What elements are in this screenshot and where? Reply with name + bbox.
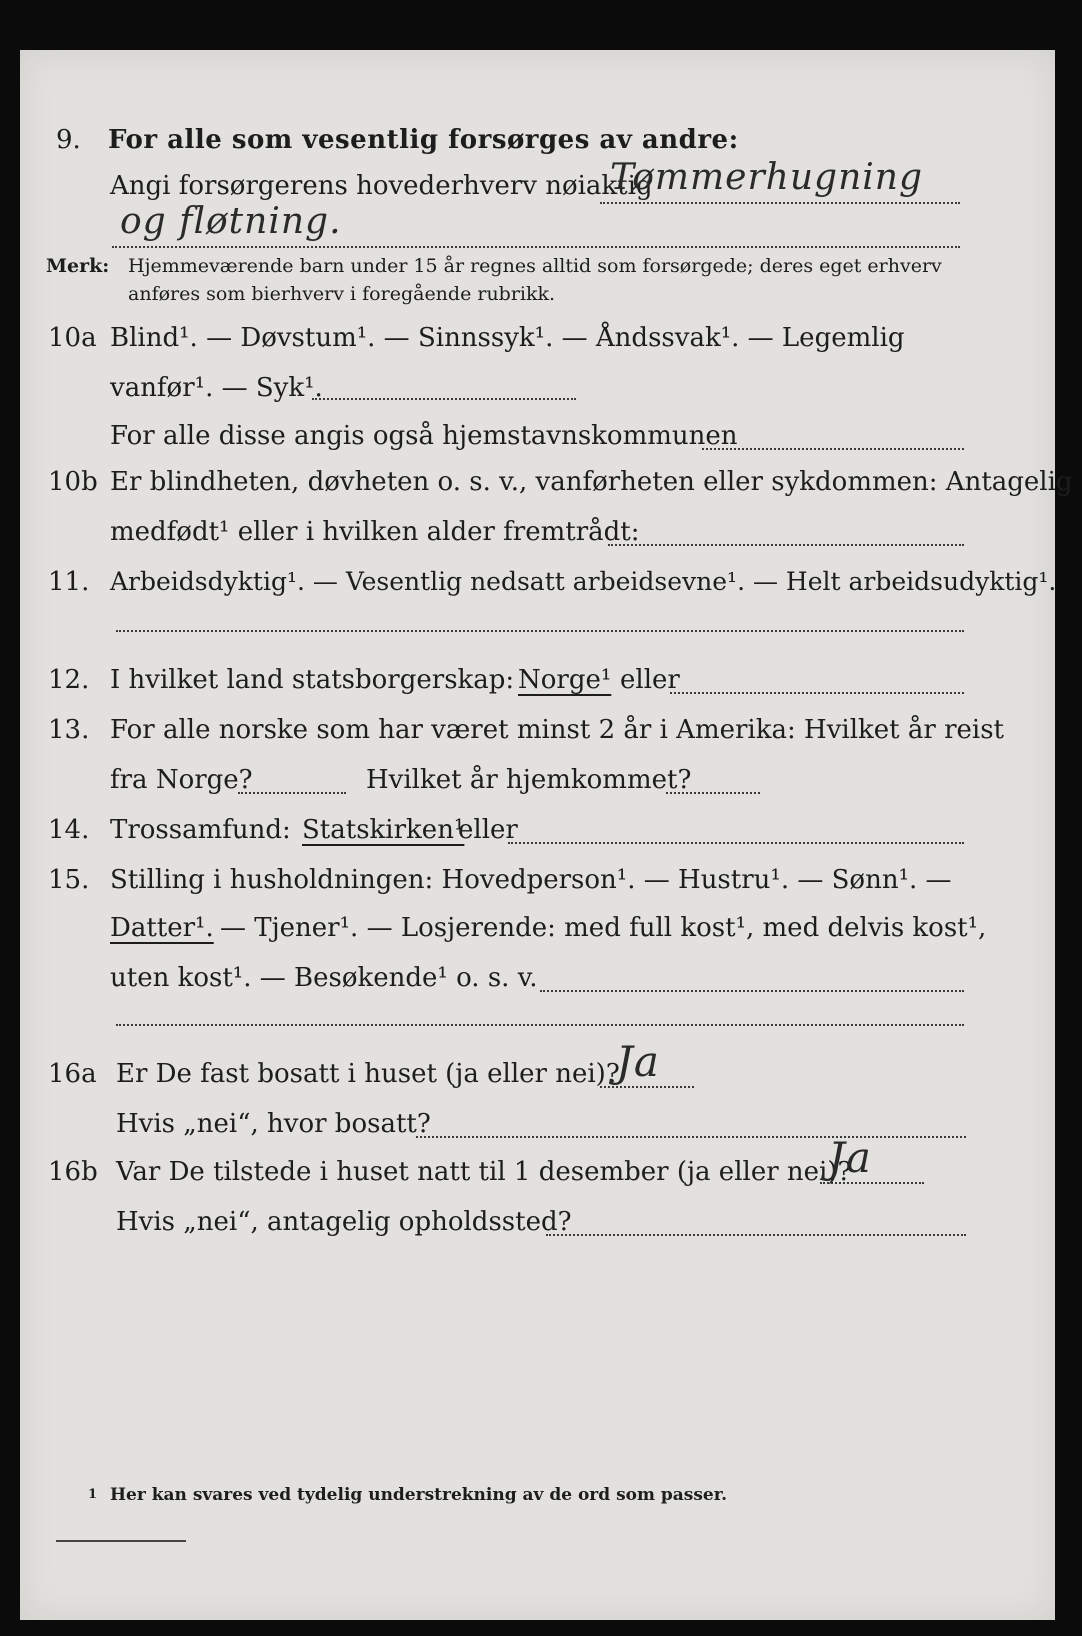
q14-answer-line	[508, 842, 964, 844]
q9-occupation-row	[20, 157, 1055, 206]
merk-row-2	[20, 280, 1055, 310]
q16b-text-1: Var De tilstede i huset natt til 1 desember (ja eller nei)?	[116, 1157, 852, 1187]
q13-number: 13.	[48, 715, 90, 745]
q13-reist-line	[238, 792, 346, 794]
merk-label: Merk:	[46, 255, 110, 277]
q12-underlined-norge: Norge¹	[518, 665, 612, 695]
q10b-text-2: medfødt¹ eller i hvilken alder fremtrådt:	[110, 517, 640, 547]
q11-number: 11.	[48, 567, 90, 597]
q14-row	[20, 810, 1055, 850]
q16b-answer-line	[820, 1182, 924, 1184]
q12-number: 12.	[48, 665, 90, 695]
q11-text: Arbeidsdyktig¹. — Vesentlig nedsatt arbeidsevne¹. — Helt arbeidsudyktig¹.	[110, 567, 1057, 596]
q16b-opholdssted-line	[546, 1234, 966, 1236]
q12-eller: eller	[620, 665, 680, 695]
q9-heading: For alle som vesentlig forsørges av andre:	[108, 125, 739, 155]
q15-text-2: — Tjener¹. — Losjerende: med full kost¹, med delvis kost¹,	[220, 913, 987, 943]
q9-answer-line-a	[600, 202, 960, 204]
q16a-answer-line	[600, 1086, 694, 1088]
q12-row	[20, 660, 1055, 700]
q12-answer-line	[670, 692, 964, 694]
q16a-row-2	[20, 1104, 1055, 1144]
q15-extra-line	[116, 1024, 964, 1026]
q15-row-3	[20, 958, 1055, 998]
q15-text-3: uten kost¹. — Besøkende¹ o. s. v.	[110, 963, 538, 993]
q13-row-1	[20, 710, 1055, 750]
q10b-row-2	[20, 512, 1055, 552]
q14-underlined-statskirken: Statskirken¹	[302, 815, 465, 845]
q15-row-2	[20, 908, 1055, 948]
q10a-syk-line	[312, 398, 576, 400]
footnote-rule	[56, 1540, 186, 1542]
census-form-page	[20, 50, 1073, 1620]
footnote-row	[20, 1480, 1055, 1510]
q16b-row-2	[20, 1202, 1055, 1242]
footnote-text: Her kan svares ved tydelig understrekning av de ord som passer.	[110, 1485, 728, 1505]
q15-text-1: Stilling i husholdningen: Hovedperson¹. — Hustru¹. — Sønn¹. —	[110, 865, 952, 895]
q9-answer-line-b	[112, 246, 960, 248]
q14-number: 14.	[48, 815, 90, 845]
q10b-row-1	[20, 462, 1073, 502]
q16a-bosatt-line	[416, 1136, 966, 1138]
q16b-row-1	[20, 1133, 1055, 1192]
q14-text: Trossamfund:	[110, 815, 291, 845]
q15-number: 15.	[48, 865, 90, 895]
q9-answer-handwritten-b: og fløtning.	[120, 201, 342, 242]
q16a-number: 16a	[48, 1059, 97, 1089]
q16a-row-1	[20, 1037, 1055, 1094]
merk-text-2: anføres som bierhverv i foregående rubrikk.	[128, 283, 556, 305]
q10a-number: 10a	[48, 323, 97, 353]
q11-answer-line	[116, 630, 964, 632]
q10a-row-1	[20, 318, 1055, 358]
q10a-row-2	[20, 368, 1055, 408]
q11-row	[20, 562, 1055, 602]
q12-text: I hvilket land statsborgerskap:	[110, 665, 515, 695]
q16b-number: 16b	[48, 1157, 98, 1187]
q10b-number: 10b	[48, 467, 98, 497]
q13-text-hjemkommet: Hvilket år hjemkommet?	[366, 765, 692, 795]
q10b-answer-line	[608, 544, 964, 546]
q9-heading-row	[20, 120, 1055, 160]
q10a-hjemstavn-line	[702, 448, 964, 450]
q16a-text-2: Hvis „nei“, hvor bosatt?	[116, 1109, 431, 1139]
footnote-mark: 1	[88, 1487, 98, 1502]
q15-row-1	[20, 860, 1055, 900]
q9-answer-row-b	[20, 201, 1055, 252]
q10a-text-3: For alle disse angis også hjemstavnskommunen	[110, 421, 738, 451]
q10b-text-1: Er blindheten, døvheten o. s. v., vanførheten eller sykdommen: Antagelig	[110, 467, 1073, 497]
merk-text-1: Hjemmeværende barn under 15 år regnes alltid som forsørgede; deres eget erhverv	[128, 255, 942, 277]
merk-row-1	[20, 252, 1055, 282]
q16b-text-2: Hvis „nei“, antagelig opholdssted?	[116, 1207, 572, 1237]
q16b-answer-handwritten: Ja	[828, 1133, 872, 1182]
q10a-row-3	[20, 416, 1055, 456]
q16a-text-1: Er De fast bosatt i huset (ja eller nei)?	[116, 1059, 620, 1089]
q9-answer-handwritten-a: Tømmerhugning	[610, 157, 924, 198]
q13-row-2	[20, 760, 1055, 800]
q15-underlined-datter: Datter¹.	[110, 913, 214, 943]
q10a-text-2: vanfør¹. — Syk¹.	[110, 373, 323, 403]
q15-answer-line	[540, 990, 964, 992]
q13-text-reist: fra Norge?	[110, 765, 253, 795]
q10a-text-1: Blind¹. — Døvstum¹. — Sinnssyk¹. — Åndssvak¹. — Legemlig	[110, 323, 905, 353]
q16a-answer-handwritten: Ja	[616, 1037, 660, 1086]
q9-occupation-label: Angi forsørgerens hovederhverv nøiaktig	[110, 171, 653, 201]
q14-eller: eller	[458, 815, 518, 845]
q13-text-1: For alle norske som har været minst 2 år i Amerika: Hvilket år reist	[110, 715, 1004, 745]
q13-hjemkommet-line	[666, 792, 760, 794]
q9-number: 9.	[56, 125, 81, 155]
